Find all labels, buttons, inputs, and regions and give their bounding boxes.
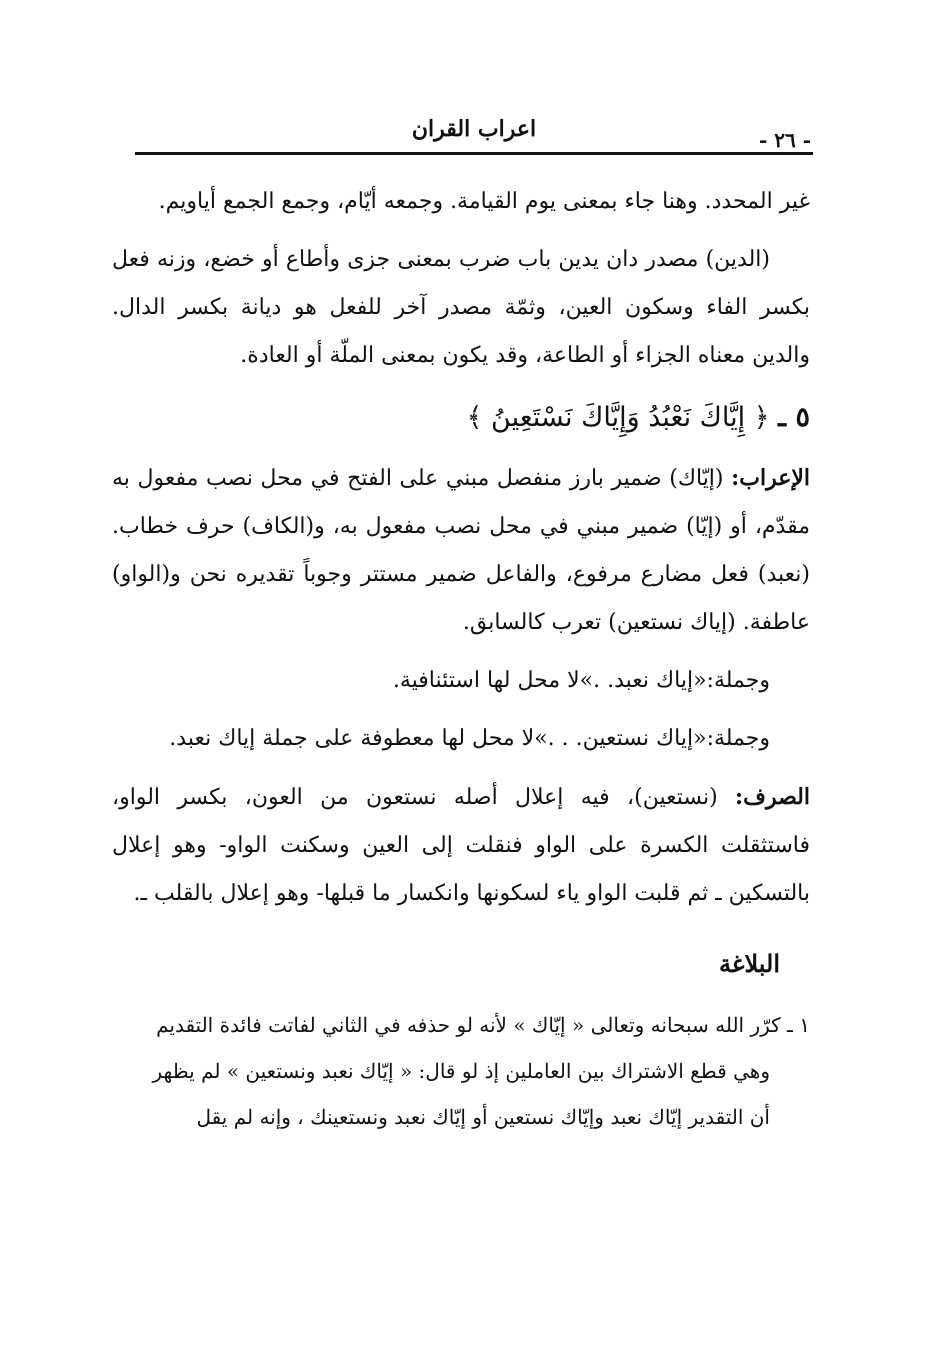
irab-label: الإعراب: <box>731 465 810 491</box>
header-rule <box>135 152 813 155</box>
sarf-text: (نستعين)، فيه إعلال أصله نستعون من العون، بكسر الواو، فاستثقلت الكسرة على الواو فنقلت إلى العين وسكنت الواو- وهو إعلال بالتسكين ـ ثم قلبت الواو ياء لسكونها وانكسار ما قبلها- وهو إعلال بالقلب ـ. <box>112 785 810 906</box>
jumla-one: وجملة:«إياك نعبد. .»لا محل لها استئنافية. <box>392 668 770 693</box>
item-line-2: وهي قطع الاشتراك بين العاملين إذ لو قال: « إيّاك نعبد ونستعين » لم يظهر <box>152 1059 770 1083</box>
page-header <box>135 110 813 154</box>
paragraph-din: (الدين) مصدر دان يدين باب ضرب بمعنى جزى وأطاع أو خضع، وزنه فعل بكسر الفاء وسكون العين، وثمّة مصدر آخر للفعل هو ديانة بكسر الدال. والدين معناه الجزاء أو الطاعة، وقد يكون بمعنى الملّة أو العادة. <box>112 247 810 368</box>
verse-number: ٥ ـ <box>778 402 810 433</box>
paragraph-irab <box>112 454 810 647</box>
page-body <box>112 178 810 1140</box>
sarf-label: الصرف: <box>735 784 810 810</box>
paragraph-sarf <box>112 773 810 918</box>
verse-line <box>112 390 810 446</box>
page-number: - ٢٦ - <box>758 128 811 152</box>
section-heading-balagha: البلاغة <box>719 949 780 978</box>
item-line-1: ١ ـ كرّر الله سبحانه وتعالى « إيّاك » لأنه لو حذفه في الثاني لفاتت فائدة التقديم <box>156 1013 810 1037</box>
verse-text: ﴿ إِيَّاكَ نَعْبُدُ وَإِيَّاكَ نَسْتَعِينُ ﴾ <box>466 402 770 433</box>
irab-text: (إيّاك) ضمير بارز منفصل مبني على الفتح في محل نصب مفعول به مقدّم، أو (إيّا) ضمير مبني في محل نصب مفعول به، و(الكاف) حرف خطاب. (نعبد) فعل مضارع مرفوع، والفاعل ضمير مستتر وجوباً تقديره نحن و(الواو) عاطفة. (إياك نستعين) تعرب كالسابق. <box>112 466 810 635</box>
item-line-3: أن التقدير إيّاك نعبد وإيّاك نستعين أو إيّاك نعبد ونستعينك ، وإنه لم يقل <box>196 1105 770 1129</box>
balagha-item-1 <box>112 1002 810 1140</box>
jumla-two: وجملة:«إياك نستعين. . .»لا محل لها معطوفة على جملة إياك نعبد. <box>169 726 770 751</box>
running-title: اعراب القران <box>411 116 537 142</box>
paragraph-continuation: غير المحدد. وهنا جاء بمعنى يوم القيامة. وجمعه أيّام، وجمع الجمع أياويم. <box>158 189 810 214</box>
